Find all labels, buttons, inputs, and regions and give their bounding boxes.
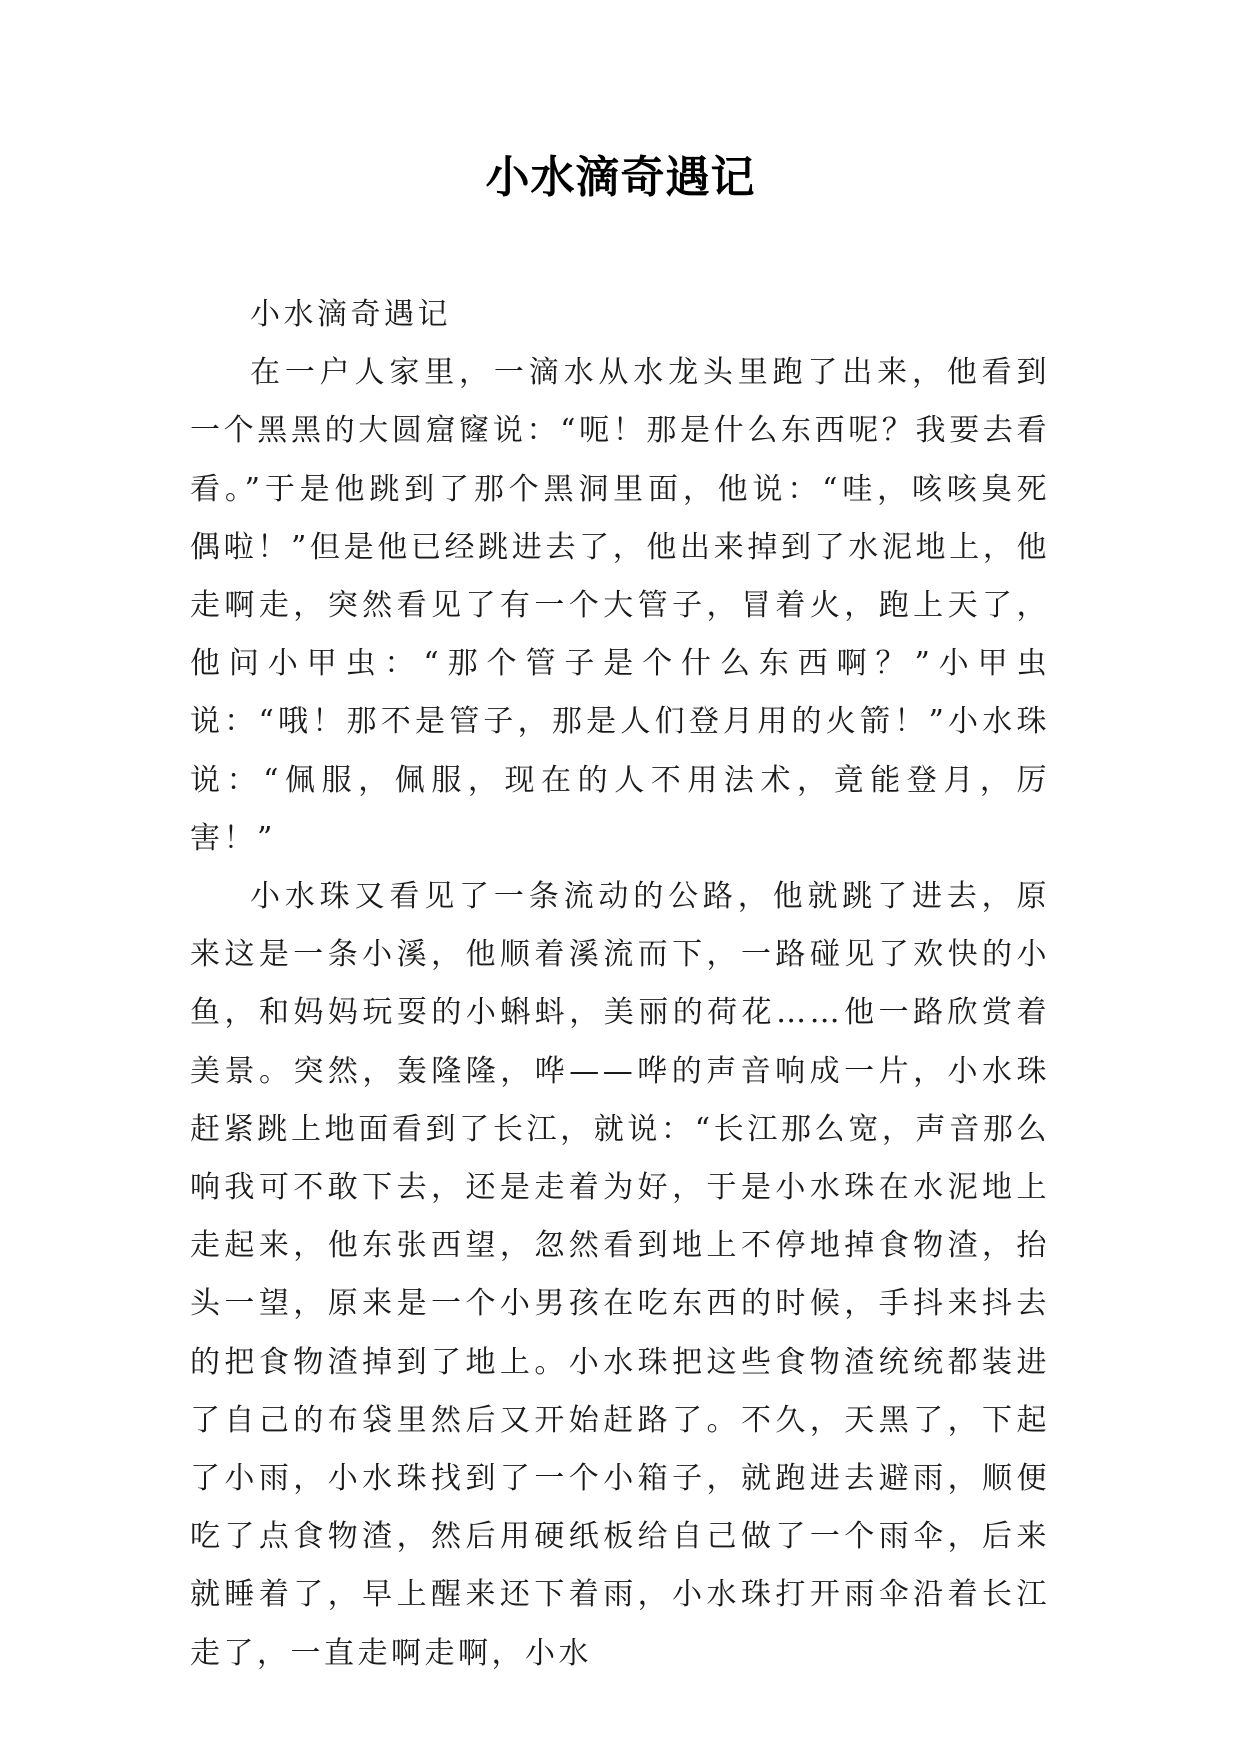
paragraph-1: 在一户人家里，一滴水从水龙头里跑了出来，他看到一个黑黑的大圆窟窿说：“呃！那是什么东西呢？我要去看看。”于是他跳到了那个黑洞里面，他说：“哇，咳咳臭死偶啦！”但是他已经跳进去了，他出来掉到了水泥地上，他走啊走，突然看见了有一个大管子，冒着火，跑上天了，他问小甲虫：“那个管子是个什么东西啊？”小甲虫说：“哦！那不是管子，那是人们登月用的火箭！”小水珠说：“佩服，佩服，现在的人不用法术，竟能登月，厉害！” <box>190 355 1050 856</box>
paragraph-subtitle: 小水滴奇遇记 <box>250 297 451 332</box>
paragraph-2: 小水珠又看见了一条流动的公路，他就跳了进去，原来这是一条小溪，他顺着溪流而下，一路碰见了欢快的小鱼，和妈妈玩耍的小蝌蚪，美丽的荷花……他一路欣赏着美景。突然，轰隆隆，哗——哗的声音响成一片，小水珠赶紧跳上地面看到了长江，就说：“长江那么宽，声音那么响我可不敢下去，还是走着为好，于是小水珠在水泥地上走起来，他东张西望，忽然看到地上不停地掉食物渣，抬头一望，原来是一个小男孩在吃东西的时候，手抖来抖去的把食物渣掉到了地上。小水珠把这些食物渣统统都装进了自己的布袋里然后又开始赶路了。不久，天黑了，下起了小雨，小水珠找到了一个小箱子，就跑进去避雨，顺便吃了点食物渣，然后用硬纸板给自己做了一个雨伞，后来就睡着了，早上醒来还下着雨，小水珠打开雨伞沿着长江走了，一直走啊走啊，小水 <box>190 879 1050 1671</box>
document-title: 小水滴奇遇记 <box>485 152 756 203</box>
document-body <box>190 286 1050 1683</box>
